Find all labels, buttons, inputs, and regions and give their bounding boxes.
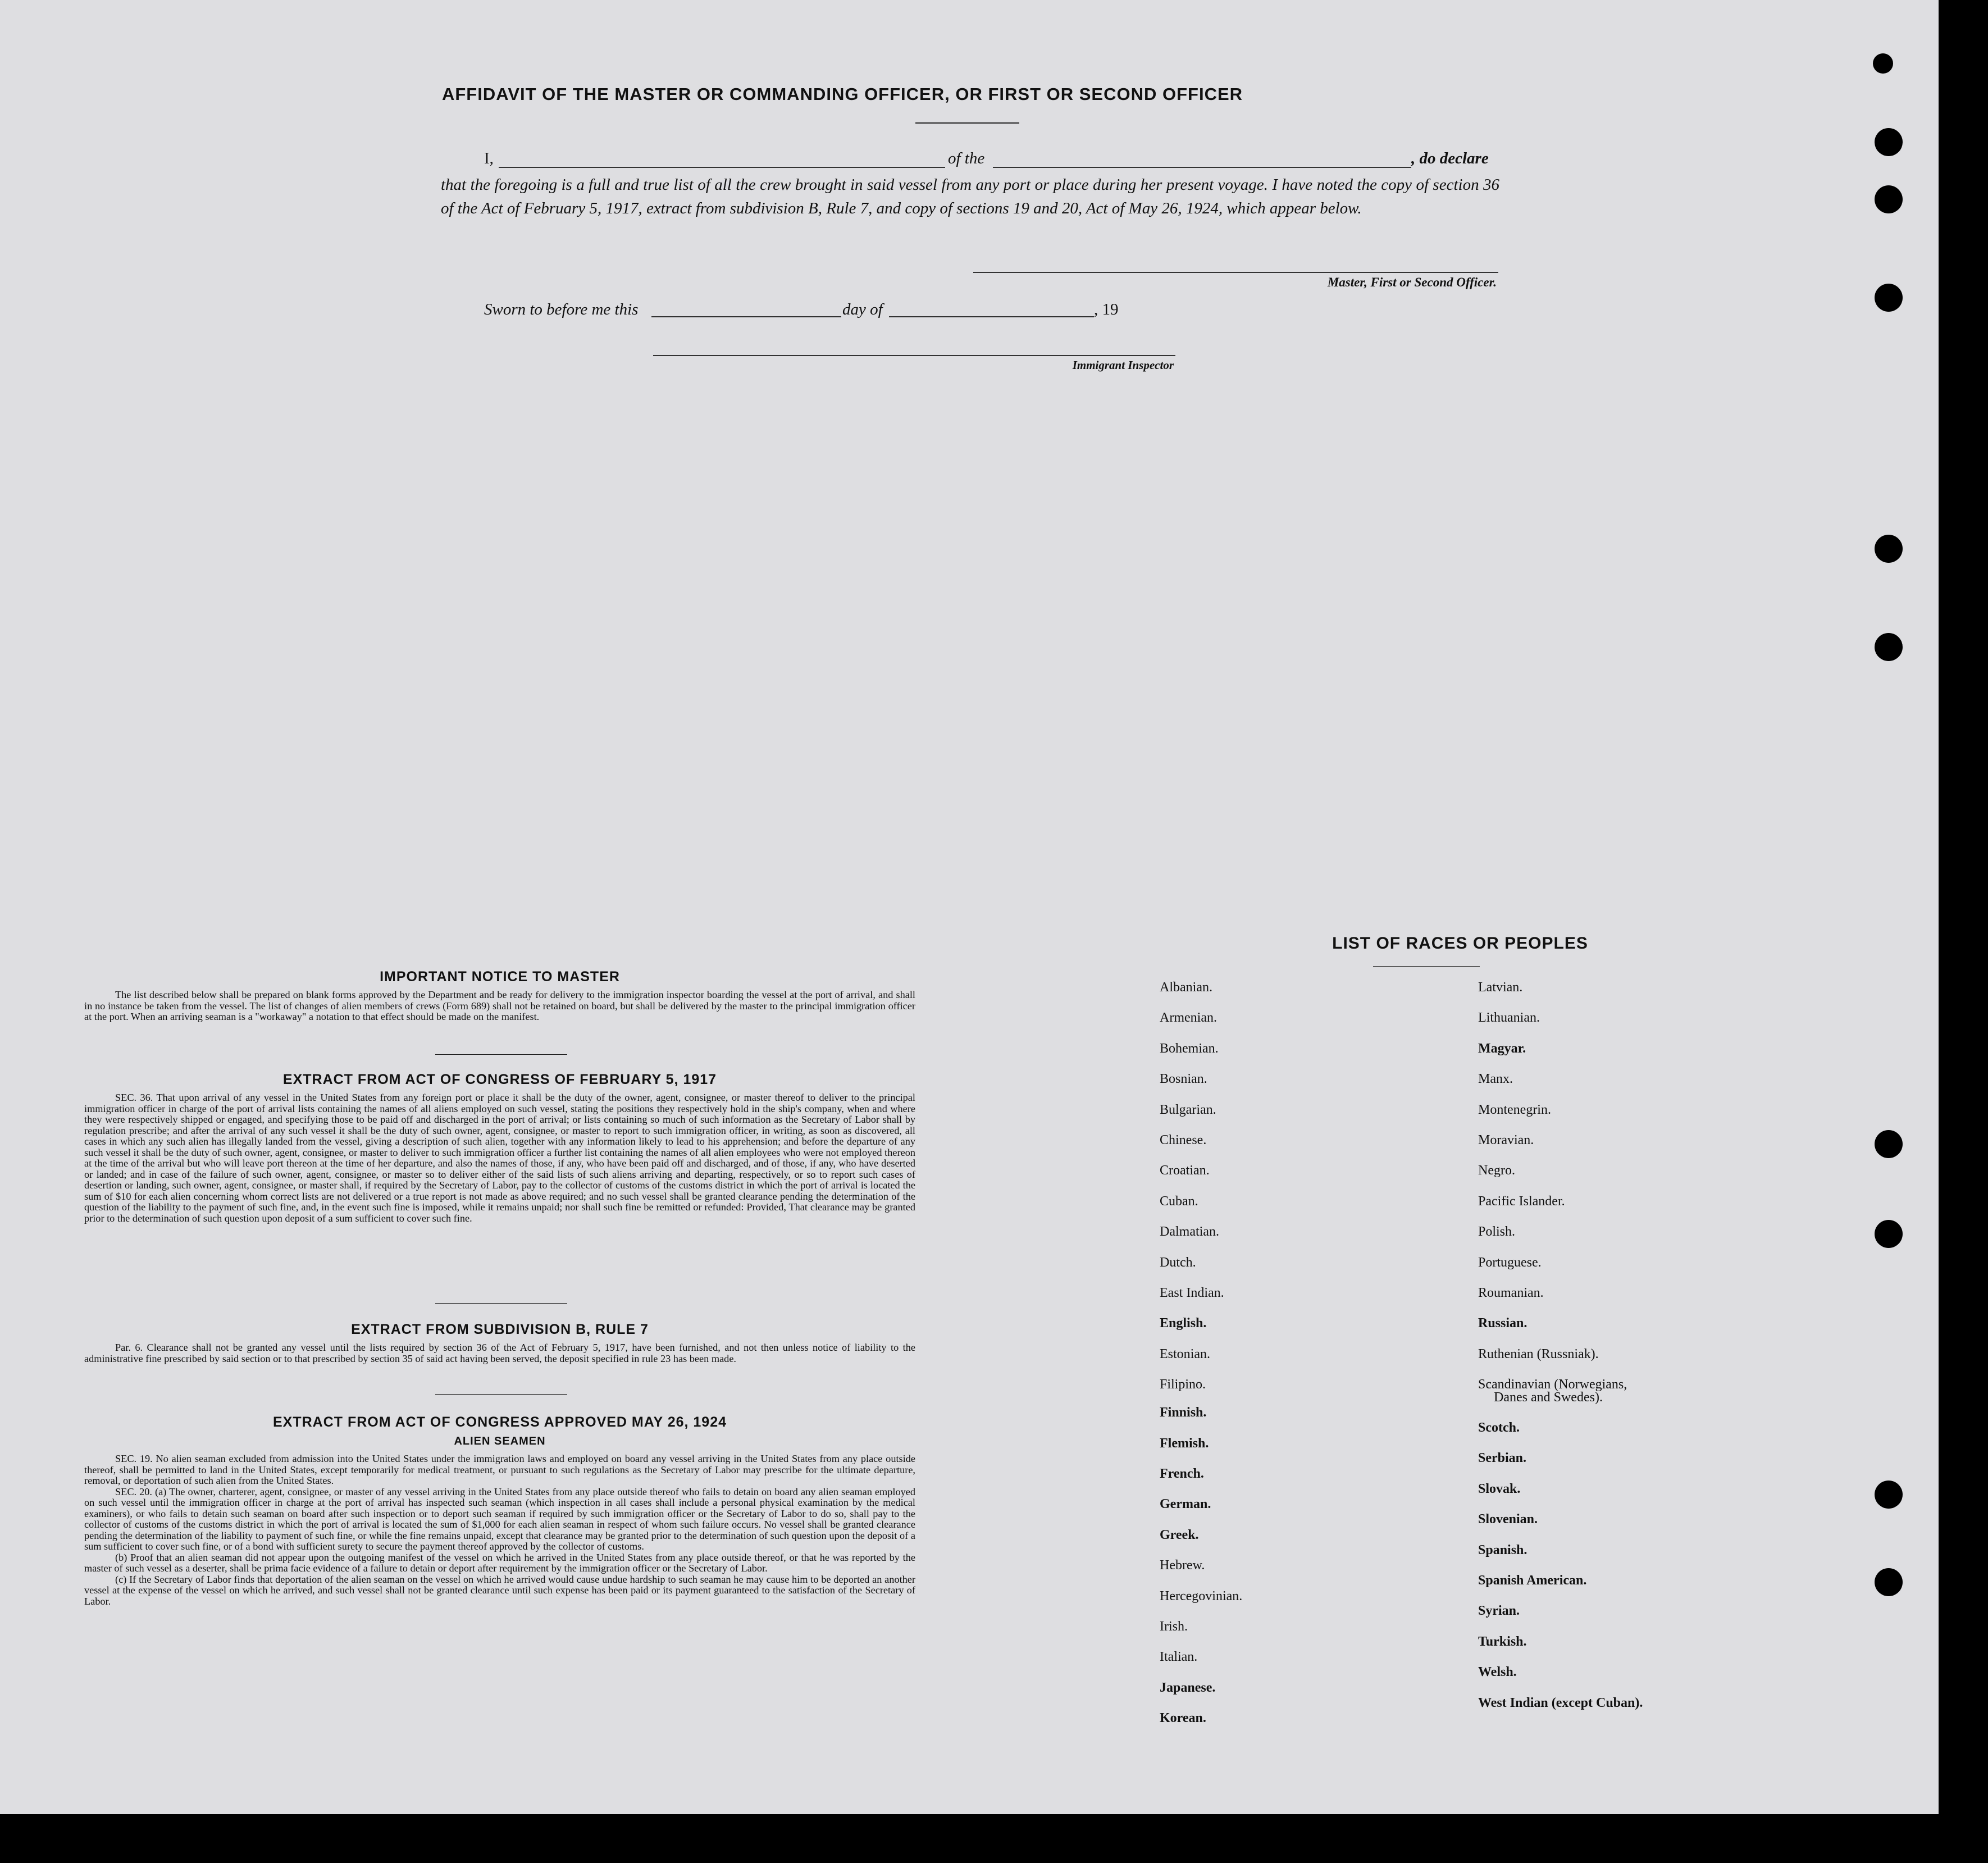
section-rule: [435, 1394, 567, 1395]
race-item: Lithuanian.: [1478, 1010, 1540, 1026]
affidavit-pronoun: I,: [484, 149, 494, 167]
extract-1924-text: [84, 1454, 915, 1607]
race-item: Filipino.: [1160, 1377, 1206, 1392]
race-item: Magyar.: [1478, 1041, 1526, 1056]
race-item: Chinese.: [1160, 1133, 1207, 1147]
race-item: Bulgarian.: [1160, 1102, 1216, 1117]
race-item: Syrian.: [1478, 1604, 1520, 1619]
signature-label: Master, First or Second Officer.: [1327, 275, 1497, 289]
race-item: Cuban.: [1160, 1194, 1198, 1209]
punch-hole: [1875, 1130, 1903, 1158]
race-item: Hercegovinian.: [1160, 1588, 1243, 1604]
notice-text: [84, 990, 915, 1023]
race-item: Slovak.: [1478, 1481, 1521, 1496]
race-item: Finnish.: [1160, 1405, 1207, 1420]
punch-hole: [1875, 185, 1903, 213]
extract-1917-text: [84, 1092, 915, 1224]
punch-hole: [1875, 535, 1903, 563]
extract-1917-paragraph: SEC. 36. That upon arrival of any vessel in the United States from any foreign port or place it shall be the duty of the owner, agent, consignee, or master thereof to deliver to the principal immigration officer in charge of the port of arrival lists containing the names of all aliens employed on such vessel, stating the positions they respectively hold in the ship's company, when and where they were respectively shipped or engaged, and specifying those to be paid off and discharged in the port of arrival; or lists containing so much of such information as the Secretary of Labor shall by regulation prescribe; and after the arrival of any such vessel it shall be the duty of such owner, agent, consignee, or master to report to such immigration officer, in writing, as soon as discovered, all cases in which any such alien has illegally landed from the vessel, giving a description of such alien, together with any information likely to lead to his apprehension; and before the departure of any such vessel it shall be the duty of such owner, agent, consignee, or master to deliver to such immigration officer a further list containing the names of all alien employees who were not employed thereon at the time of the arrival but who will leave port thereon at the time of her departure, and also the names of those, if any, who have been paid off and discharged, and of those, if any, who have deserted or landed; and in case of the failure of such owner, agent, consignee, or master so to deliver either of the said lists of such aliens arriving and departing, respectively, or so to report such cases of desertion or landing, such owner, agent, consignee, or master shall, if required by the Secretary of Labor, pay to the collector of customs of the customs district in which the port of arrival is located the sum of $10 for each alien concerning whom correct lists are not delivered or a true report is not made as above required; and no such vessel shall be granted clearance pending the determination of the question of the liability to the payment of such fine, and, in the event such fine is imposed, while it remains unpaid; nor shall such fine be remitted or refunded: Provided, That clearance may be granted prior to the determination of such question upon deposit of a sum sufficient to cover such fine.: [84, 1092, 915, 1224]
punch-hole: [1875, 1220, 1903, 1248]
races-title: LIST OF RACES OR PEOPLES: [1332, 934, 1588, 953]
signature-line: [973, 272, 1498, 273]
punch-hole: [1875, 633, 1903, 661]
punch-hole: [1875, 284, 1903, 312]
inspector-label: Immigrant Inspector: [1072, 358, 1174, 372]
race-item: West Indian (except Cuban).: [1478, 1695, 1643, 1710]
section-rule: [435, 1054, 567, 1055]
of-the-label: of the: [948, 149, 985, 167]
sec-20b-paragraph: (b) Proof that an alien seaman did not appear upon the outgoing manifest of the vessel on which he arrived in the United States from any place outside thereof, or that he was reported by the master of such vessel as a deserter, shall be prima facie evidence of a failure to detain or deport after requirement by the immigration officer or the Secretary of Labor.: [84, 1551, 915, 1574]
extract-rule7-text: [84, 1342, 915, 1364]
sworn-prefix: Sworn to before me this: [484, 300, 639, 318]
race-item: Greek.: [1160, 1527, 1199, 1542]
races-rule: [1373, 966, 1480, 967]
sec-20a-paragraph: SEC. 20. (a) The owner, charterer, agent, consignee, or master of any vessel arriving in the United States from any place outside thereof who fails to detain on board any alien seaman employed on such vessel until the immigration officer in charge at the port of arrival has inspected such seaman (which inspection in all cases shall include a personal physical examination by the medical examiners), or who fails to detain such seaman on board after such inspection or to deport such seaman if required by such immigration officer or the Secretary of Labor to do so, shall pay to the collector of customs of the customs district in which the port of arrival is located the sum of $1,000 for each alien seaman in respect of whom such failure occurs. No vessel shall be granted clearance pending the determination of the liability to payment of such fine, or while the fine remains unpaid, except that clearance may be granted prior to the determination of such question upon the deposit of a sum sufficient to cover such fine, or of a bond with sufficient surety to secure the payment thereof approved by the collector of customs.: [84, 1486, 915, 1552]
vessel-blank: [993, 167, 1411, 168]
race-item: Italian.: [1160, 1650, 1198, 1665]
race-item: Estonian.: [1160, 1346, 1210, 1361]
race-item: Welsh.: [1478, 1665, 1517, 1680]
sec-20c-paragraph: (c) If the Secretary of Labor finds that deportation of the alien seaman on the vessel on which he arrived would cause undue hardship to such seaman he may cause him to be deported an another vessel at the expense of the vessel on which he arrived, and such vessel shall not be granted clearance until such expense has been paid or its payment guaranteed to the satisfaction of the Secretary of Labor.: [84, 1573, 915, 1607]
year-label: , 19: [1094, 300, 1119, 318]
extract-1917-title: EXTRACT FROM ACT OF CONGRESS OF FEBRUARY 5, 1917: [282, 1072, 717, 1087]
name-blank: [499, 167, 945, 168]
do-declare-label: , do declare: [1411, 149, 1489, 167]
sec-19-paragraph: SEC. 19. No alien seaman excluded from admission into the United States under the immigration laws and employed on board any vessel arriving in the United States from any place outside thereof, shall be permitted to land in the United States, except temporarily for medical treatment, or pursuant to such regulations as the Secretary of Labor may prescribe for the ultimate departure, removal, or deportation of such alien from the United States.: [84, 1453, 915, 1486]
affidavit-title: AFFIDAVIT OF THE MASTER OR COMMANDING OFFICER, OR FIRST OR SECOND OFFICER: [441, 84, 1243, 104]
race-item: Danes and Swedes).: [1494, 1390, 1603, 1405]
notice-paragraph: The list described below shall be prepared on blank forms approved by the Department and be ready for delivery to the immigration inspector boarding the vessel at the port of arrival, and shall in no instance be taken from the vessel. The list of changes of alien members of crews (Form 689) shall not be retained on board, but shall be delivered by the master to the principal immigration officer at the port. When an arriving seaman is a "workaway" a notation to that effect should be made on the manifest.: [84, 989, 915, 1022]
extract-1924-title: EXTRACT FROM ACT OF CONGRESS APPROVED MAY 26, 1924: [272, 1414, 727, 1430]
race-item: Pacific Islander.: [1478, 1194, 1565, 1209]
race-item: Slovenian.: [1478, 1512, 1538, 1527]
punch-hole: [1875, 128, 1903, 156]
race-item: German.: [1160, 1497, 1211, 1512]
race-item: Hebrew.: [1160, 1558, 1205, 1573]
race-item: Armenian.: [1160, 1010, 1217, 1026]
race-item: Croatian.: [1160, 1163, 1210, 1178]
race-item: Dalmatian.: [1160, 1224, 1219, 1240]
inspector-line: [653, 355, 1175, 356]
month-blank: [889, 316, 1094, 317]
day-blank: [651, 316, 841, 317]
extract-rule7-paragraph: Par. 6. Clearance shall not be granted any vessel until the lists required by section 36 of the Act of February 5, 1917, have been furnished, and not then unless notice of liability to the administrative fine prescribed by said section or to that prescribed by section 35 of said act having been served, the deposit specified in rule 23 has been made.: [84, 1342, 915, 1364]
title-rule: [915, 122, 1019, 124]
punch-hole: [1875, 1481, 1903, 1509]
race-item: Serbian.: [1478, 1451, 1527, 1466]
race-item: Manx.: [1478, 1072, 1513, 1087]
section-rule: [435, 1303, 567, 1304]
race-item: Bosnian.: [1160, 1072, 1207, 1087]
race-item: Korean.: [1160, 1711, 1206, 1726]
race-item: Irish.: [1160, 1619, 1188, 1634]
punch-hole: [1875, 1568, 1903, 1596]
race-item: Bohemian.: [1160, 1041, 1219, 1056]
race-item: Albanian.: [1160, 980, 1212, 995]
race-item: Turkish.: [1478, 1634, 1527, 1649]
race-item: Spanish.: [1478, 1542, 1528, 1557]
race-item: Negro.: [1478, 1163, 1515, 1178]
day-of-label: day of: [842, 300, 883, 318]
race-item: Scotch.: [1478, 1420, 1520, 1435]
race-item: Moravian.: [1478, 1133, 1534, 1147]
punch-hole: [1873, 53, 1893, 74]
race-item: Scandinavian (Norwegians,: [1478, 1377, 1627, 1392]
race-item: Polish.: [1478, 1224, 1516, 1240]
race-item: English.: [1160, 1316, 1207, 1331]
race-item: Russian.: [1478, 1316, 1528, 1331]
race-item: Latvian.: [1478, 980, 1523, 995]
race-item: Roumanian.: [1478, 1286, 1544, 1300]
race-item: Japanese.: [1160, 1680, 1216, 1695]
race-item: French.: [1160, 1466, 1204, 1481]
race-item: Portuguese.: [1478, 1255, 1542, 1270]
race-item: Dutch.: [1160, 1255, 1196, 1270]
notice-title: IMPORTANT NOTICE TO MASTER: [380, 969, 620, 985]
affidavit-body: that the foregoing is a full and true list of all the crew brought in said vessel from any port or place during her present voyage. I have noted the copy of section 36 of the Act of February 5, 1917, extract from subdivision B, Rule 7, and copy of sections 19 and 20, Act of May 26, 1924, which appear below.: [441, 176, 1499, 217]
race-item: Montenegrin.: [1478, 1102, 1551, 1117]
race-item: Spanish American.: [1478, 1573, 1587, 1588]
extract-1924-subtitle: ALIEN SEAMEN: [454, 1435, 546, 1447]
race-item: Ruthenian (Russniak).: [1478, 1346, 1599, 1361]
race-item: East Indian.: [1160, 1286, 1224, 1300]
race-item: Flemish.: [1160, 1436, 1209, 1451]
extract-rule7-title: EXTRACT FROM SUBDIVISION B, RULE 7: [351, 1322, 649, 1337]
